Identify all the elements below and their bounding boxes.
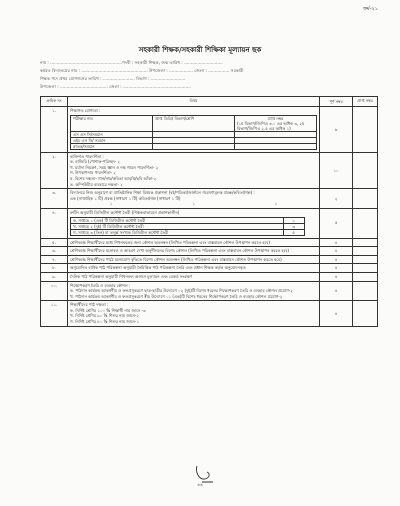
row-text: বিদ্যালয়ে নিজ অনুরাগে বা প্রাতিষ্ঠানিক শিক্ষা বিষয়ক প্রকাশনা (বই/পত্রিকা/জার্নালে গবেষণামূলক প্রবন্ধ/কবিতা/গল্প) : xyxy=(70,190,255,196)
obtained-marks[interactable] xyxy=(353,272,378,281)
list-item: গ. নির্দিষ্ট শ্রেণির ৮০ % শিশুর নাম জানে-১ xyxy=(70,319,139,325)
full-marks: ২ xyxy=(320,189,353,209)
page-number: ৪৪ xyxy=(197,483,203,488)
obtained-marks[interactable] xyxy=(353,255,378,264)
table-header xyxy=(41,97,378,107)
full-marks: ৪ xyxy=(320,301,353,326)
sub-row-hsc: এইচ এস সি/ সমমান xyxy=(71,137,153,143)
row-number: ৪. xyxy=(41,208,68,238)
full-marks: ৪ xyxy=(320,264,353,273)
obtained-marks[interactable] xyxy=(353,281,378,301)
row-subject xyxy=(68,208,320,238)
row-subject xyxy=(68,152,320,189)
list-item: ক. পাঠদান কার্যক্রম আকর্ষণীয় ও ফলপ্রসূকরণে ছাত্র-ছাত্রীর উদ্যোগে ০২ (দুই)টি বিশেষ ধরনের শিক্ষোপকরণ তৈরি ও ব্যবহার কৌশল প্রয়োগ-২ xyxy=(70,288,293,294)
row-text: ব্যক্তিগত পারদর্শিতা : xyxy=(70,153,104,159)
value: ৫ xyxy=(283,229,304,235)
row-subject xyxy=(68,281,320,301)
row-subject: শ্রেণিকক্ষে শিক্ষার্থীদের মনোবল ও আচরণ দেখা অনুশীলনের বিশেষ কৌশল (লিখিত পরিকল্পনা এবং বাস্তবায়ন কৌশল উপস্থাপন করতে হবে) xyxy=(68,247,320,256)
list-item: খ. সপ্তাহে ২ (দুই) টি ডিজিটাল কন্টেন্ট তৈরী xyxy=(71,223,284,229)
list-item: ঘ. বিশেষ দক্ষতা- গান/নাচ/কবিতা আবৃত্তি/ছবি আঁকা-২ xyxy=(70,175,157,181)
list-item: খ. পাঠদান কার্যক্রম আকর্ষণীয় ও ফলপ্রসূকরণে স্বীয় উদ্যোগে ০১ (এক)টি বিশেষ ধরনের শিক্ষোপকরণ তৈরি ও ব্যবহার কৌশল প্রয়োগ-২ xyxy=(70,293,283,299)
row-number: ৭. xyxy=(41,255,68,264)
obtained-marks[interactable] xyxy=(353,208,378,238)
value: ১ xyxy=(283,217,304,223)
list-item: ক. সপ্তাহে ১ (এক) টি ডিজিটাল কন্টেন্ট তৈরী xyxy=(71,217,284,223)
value: ১ xyxy=(274,201,278,207)
row-subject: শ্রেণিকক্ষে শিক্ষার্থীদের মধ্যে শিখনফলের জন্য কৌশল অবলম্বন (লিখিত পরিকল্পনা এবং বাস্তবায়ন কৌশল উপস্থাপন করতে হবে) xyxy=(68,238,320,247)
sub-row-ssc: এস এস সি/সমমান xyxy=(71,131,153,137)
full-marks: ৪ xyxy=(320,247,353,256)
list-item: খ. মর্যাদা নিয়ন্ত্রণ, সময় জ্ঞান ও দক্ষ গমনে পারদর্শিতা- ২ xyxy=(70,164,159,170)
row-text: শিক্ষার্থীদের পাঠ দক্ষতা : xyxy=(70,302,109,308)
evaluation-table xyxy=(40,96,378,327)
header-subject: বিষয় xyxy=(68,97,320,107)
full-marks: ৫ xyxy=(320,208,353,238)
meta-line-upazila: উপজেলা : .................................... জেলা : ................................................... xyxy=(40,84,191,89)
row-text: শিক্ষোপকরণ তৈরি ও ব্যবহার কৌশল : xyxy=(70,282,131,288)
row-number: ৫. xyxy=(41,238,68,247)
table-row xyxy=(41,238,378,247)
row-subject xyxy=(68,189,320,209)
row-subject xyxy=(68,301,320,326)
row-number: ৬. xyxy=(41,247,68,256)
meta-line-name: নাম : ......................................................পদবী : সহকারী শিক্ষক, জন্ম তারিখ : ............................. xyxy=(40,60,223,65)
full-marks: ৪ xyxy=(320,238,353,247)
table-row xyxy=(41,247,378,256)
signature-mark xyxy=(193,462,217,484)
value: ১ xyxy=(192,201,195,207)
list-item: খ. নির্দিষ্ট শ্রেণির ৯০ % শিশুর নাম জানে-২ xyxy=(70,313,139,319)
page-title: সহকারী শিক্ষক/সহকারী শিক্ষিকা মূল্যায়ন ছক xyxy=(138,46,262,54)
list-item: গ. সপ্তাহে ৩ (তিন) বা তদূর্ধ্ব সংখ্যক ডিজিটাল কন্টেন্ট তৈরী xyxy=(71,229,284,235)
row-number: ২. xyxy=(41,152,68,189)
row-number: ৮. xyxy=(41,264,68,273)
table-row xyxy=(41,107,378,153)
header-full-marks: পূর্ণ নম্বর xyxy=(320,97,353,107)
full-marks: ৪ xyxy=(320,281,353,301)
meta-line-joining: শিক্ষক পদে প্রথম যোগদানের তারিখ : ........................ বিভাগ : .......................... xyxy=(40,76,186,81)
full-marks: ১০ xyxy=(320,152,353,189)
table-row xyxy=(41,272,378,281)
qualification-subtable xyxy=(70,115,317,150)
row-number: ১০. xyxy=(41,281,68,301)
form-reference: ফর্ম-২১ xyxy=(363,6,378,12)
row-subject xyxy=(68,107,320,153)
list-item: ক. হাজিরি (পোশাক-পরিচ্ছদ- ২ xyxy=(70,159,121,165)
publication-sub: এক (সাপ্তাহিক ১ টি) প্রবন্ধ (সাধারণ ১ টি) কবিতা/গল্প (সাধারণ ১ টি) xyxy=(70,195,181,201)
table-row xyxy=(41,264,378,273)
row-number: ৩. xyxy=(41,189,68,209)
table-row xyxy=(41,281,378,301)
obtained-marks[interactable] xyxy=(353,264,378,273)
full-marks: ৬ xyxy=(320,107,353,153)
full-marks: ৪ xyxy=(320,255,353,264)
row-subject: দৈনিক পাঠ পরিকল্পনা অনুযায়ী শিখনফল অর্জনে মূল্যায়ন এবং রেকর্ড সংরক্ষণ xyxy=(68,272,320,281)
obtained-marks[interactable] xyxy=(353,107,378,153)
sub-header-degree: প্রাপ্ত ডিগ্রি/ বিভাগ/শ্রেণি xyxy=(153,115,235,131)
list-item: ক. নির্দিষ্ট শ্রেণির ১০০ % শিক্ষার্থী নাম জানে -৩ xyxy=(70,307,146,313)
list-item: ঙ. কম্পিউটার ব্যবহারে দক্ষতা- ২ xyxy=(70,181,123,187)
obtained-marks[interactable] xyxy=(353,152,378,189)
header-serial: ক্রমিক নং xyxy=(41,97,68,107)
sub-row-graduate: স্নাতক/সমমান xyxy=(71,143,153,149)
row-number: ৯. xyxy=(41,272,68,281)
obtained-marks[interactable] xyxy=(353,301,378,326)
list-item: গ. উপস্থাপনায় পারদর্শিতা- ২ xyxy=(70,170,116,176)
row-number: ১. xyxy=(41,107,68,153)
table-row xyxy=(41,208,378,238)
full-marks: ৪ xyxy=(320,272,353,281)
row-subject: শ্রেণিকক্ষে শিক্ষার্থীদের পাঠে মনোযোগ বৃদ্ধিতে বিশেষ কৌশল অবলম্বন (লিখিত পরিকল্পনা এবং বাস্তবায়ন কৌশল উপস্থাপন করতে হবে) xyxy=(68,255,320,264)
sub-header-exam: পরীক্ষার নাম xyxy=(71,115,153,131)
content-subtable xyxy=(70,217,305,236)
table-row xyxy=(41,189,378,209)
meta-line-school: কর্মরত বিদ্যালয়ের নাম : .................................................. উপজেলা : .................. জেলা : ................ সরকারী xyxy=(40,68,244,73)
row-text: শিক্ষাগত যোগ্যতা : xyxy=(70,108,101,113)
row-text: রুটিন অনুযায়ী ডিজিটাল কন্টেন্ট তৈরী (শিক্ষকবাতায়নে প্রকাশকালীন) xyxy=(70,209,180,215)
table-row xyxy=(41,152,378,189)
publication-values xyxy=(70,201,317,207)
value: ৩ xyxy=(283,223,304,229)
row-subject: অনুমোদিত বার্ষিক পাঠ পরিকল্পনা অনুযায়ী নৈমিত্তিক পাঠ পরিকল্পনা তৈরি এবং প্রধান শিক্ষক কর্তৃক অনুমোদনকৃত xyxy=(68,264,320,273)
table-row xyxy=(41,255,378,264)
sub-header-marks: প্রাপ্ত নম্বর (১ম বিভাগ/জিপিএ ৩.০ এর অধিক ৩, ২য় বিভাগ/জিপিএ ২.৫ এর অধিক ১) xyxy=(235,115,317,131)
obtained-marks[interactable] xyxy=(353,238,378,247)
value: ১ xyxy=(109,201,113,207)
table-row xyxy=(41,301,378,326)
header-obtained-marks: প্রাপ্ত নম্বর xyxy=(353,97,378,107)
obtained-marks[interactable] xyxy=(353,247,378,256)
obtained-marks[interactable] xyxy=(353,189,378,209)
row-number: ১১. xyxy=(41,301,68,326)
